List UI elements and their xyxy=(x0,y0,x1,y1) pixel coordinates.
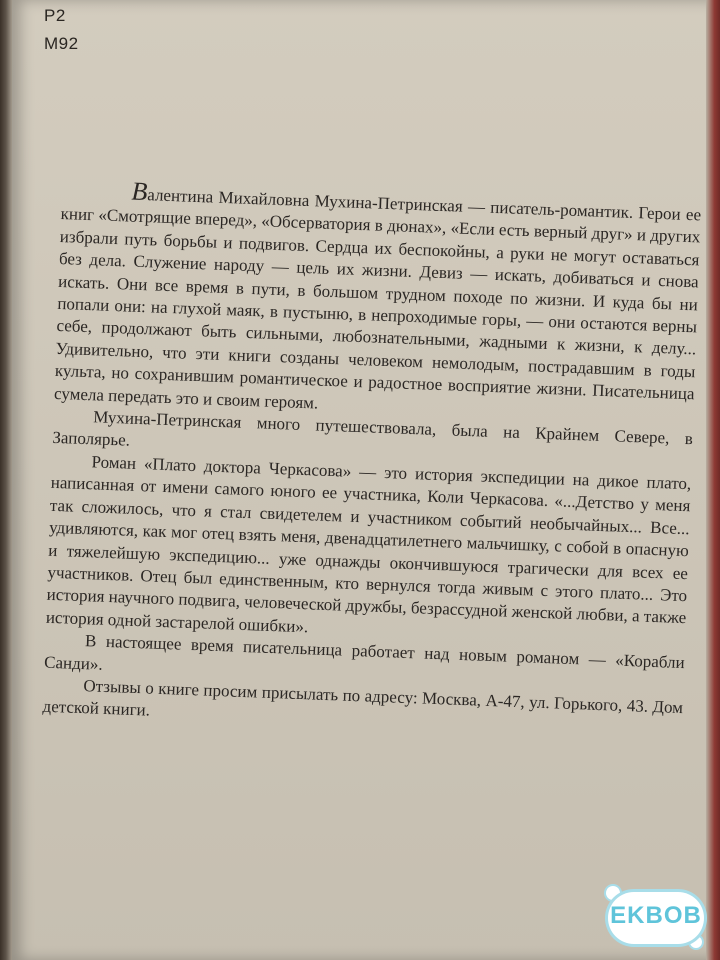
author-mark: М92 xyxy=(44,34,79,53)
book-page xyxy=(12,0,712,960)
annotation-text xyxy=(42,178,701,742)
paragraph-current-work: В настоящее время писательница работает над новым романом — «Корабли Санди». xyxy=(43,631,686,674)
classification-code: Р2 xyxy=(44,6,66,25)
watermark-text: EKBOB xyxy=(610,902,702,929)
paragraph-feedback-address: Отзывы о книге просим присылать по адресу: Москва, А-47, ул. Горького, 43. Дом детской книги. xyxy=(42,676,684,720)
book-cover-edge xyxy=(706,0,720,960)
watermark-badge xyxy=(604,884,708,954)
paragraph-travel: Мухина-Петринская много путешествовала, была на Крайнем Севере, в Заполярье. xyxy=(52,407,694,451)
paragraph-intro-text: алентина Михайловна Мухина-Петринская — писатель-романтик. Герои ее книг «Смотрящие вперед», «Обсерватория в дюнах», «Если есть верный друг» и других избрали путь борьбы и подвигов. Сердца их беспокойны, а руки не могут оставаться без дела. Служение народу — цель их жизни. Девиз — искать, добиваться и снова искать. Они все время в пути, в большом трудном походе по жизни. И куда бы ни попали они: на глухой маяк, в пустыню, в непроходимые горы, — они остаются верны себе, продолжают быть сильными, любознательными, жадными к жизни, к делу... Удивительно, что эти книги созданы человеком немолодым, пострадавшим в годы культа, но сохранившим романтическое и радостное восприятие жизни. Писательница сумела передать это и своим героям. xyxy=(53,185,702,413)
paragraph-novel: Роман «Плато доктора Черкасова» — это история экспедиции на дикое плато, написанная от имени самого юного ее участника, Коли Черкасова. «...Детство у меня так сложилось, что я стал свидетелем и участником событий необычайных... Все... удивляются, как мог отец взять меня, двенадцатилетнего мальчишку, с собой в опасную и тяжелейшую экспедицию... уже однажды окончившуюся трагически для всех ее участников. Отец был единственным, кто вернулся тогда живым с этого плато... Это история научного подвига, человеческой дружбы, безрассудной женской любви, а также история одной застарелой ошибки». xyxy=(45,452,692,637)
paragraph-intro xyxy=(54,178,702,428)
initial-letter: В xyxy=(131,176,148,207)
